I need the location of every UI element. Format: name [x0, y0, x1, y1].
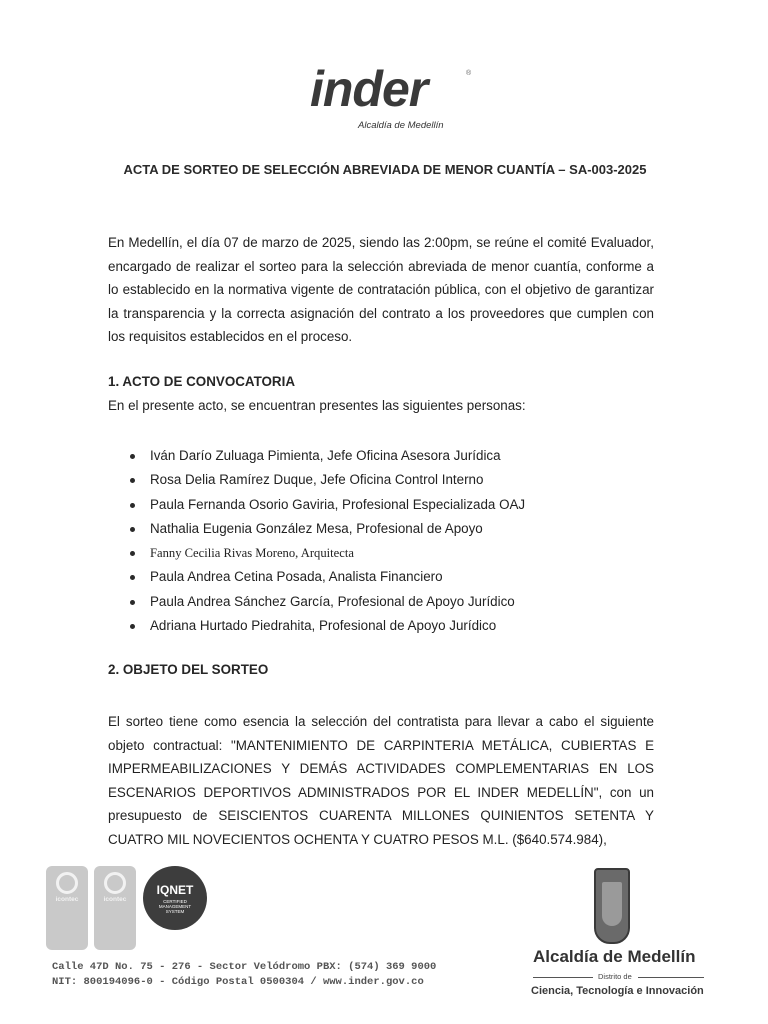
attendee-name: Nathalia Eugenia González Mesa, Profesional de Apoyo: [150, 520, 483, 536]
inder-logo: [288, 61, 478, 140]
section-1-intro: En el presente acto, se encuentran presentes las siguientes personas:: [108, 398, 526, 413]
certification-ring-icon: [104, 872, 126, 894]
attendee-name: Paula Andrea Sánchez García, Profesional de Apoyo Jurídico: [150, 593, 515, 609]
list-item: [128, 493, 525, 517]
iqnet-text: CERTIFIED MANAGEMENT SYSTEM: [158, 898, 192, 914]
attendee-name: Paula Andrea Cetina Posada, Analista Financiero: [150, 569, 443, 585]
attendees-list: [128, 444, 525, 638]
document-title: ACTA DE SORTEO DE SELECCIÓN ABREVIADA DE MENOR CUANTÍA – SA-003-2025: [123, 162, 647, 177]
bullet-icon: [130, 503, 135, 508]
alcaldia-sector: Ciencia, Tecnología e Innovación: [531, 985, 704, 997]
icontec-seal-2: [94, 866, 136, 950]
list-item: [128, 565, 525, 589]
list-item: [128, 590, 525, 614]
shield-inner: [602, 882, 622, 926]
logo-subtitle: Alcaldía de Medellín: [358, 120, 444, 131]
section-2-body: El sorteo tiene como esencia la selección del contratista para llevar a cabo el siguiente objeto contractual: "MANTENIMIENTO DE CARPINTERIA METÁLICA, CUBIERTAS E IMPERMEABILIZACIONES Y DEMÁS ACTIVIDADES COMPLEMENTARIAS EN LOS ESCENARIOS DEPORTIVOS ADMINISTRADOS POR EL INDER MEDELLÍN", con un presupuesto de SEISCIENTOS CUARENTA MILLONES QUINIENTOS SETENTA Y CUATRO MIL NOVECIENTOS OCHENTA Y CUATRO PESOS M.L. ($640.574.984),: [108, 714, 654, 847]
divider: [638, 977, 704, 978]
icontec-seal-1: [46, 866, 88, 950]
attendee-name: Iván Darío Zuluaga Pimienta, Jefe Oficina Asesora Jurídica: [150, 448, 501, 463]
bullet-icon: [130, 527, 135, 532]
seal-label: icontec: [55, 896, 79, 903]
bullet-icon: [130, 478, 135, 483]
address-line: Calle 47D No. 75 - 276 - Sector Velódromo PBX: (574) 369 9000: [52, 961, 437, 973]
list-item: [128, 468, 525, 492]
list-item: [128, 517, 525, 541]
iqnet-seal: [143, 866, 207, 930]
attendee-name: Fanny Cecilia Rivas Moreno, Arquitecta: [150, 546, 354, 561]
divider: [533, 977, 593, 978]
iqnet-title: IQNET: [156, 882, 194, 897]
bullet-icon: [130, 454, 135, 459]
bullet-icon: [130, 575, 135, 580]
medellin-coat-of-arms-icon: [594, 868, 630, 944]
list-item: [128, 444, 525, 468]
bullet-icon: [130, 624, 135, 629]
intro-paragraph: En Medellín, el día 07 de marzo de 2025, siendo las 2:00pm, se reúne el comité Evaluador, encargado de realizar el sorteo para la selección abreviada de menor cuantía, conforme a lo establecido en la normativa vigente de contratación pública, con el objetivo de garantizar la transparencia y la correcta asignación del contrato a los proveedores que cumplen con los requisitos establecidos en el proceso.: [108, 235, 654, 345]
nit-line: NIT: 800194096-0 - Código Postal 0500304 / www.inder.gov.co: [52, 976, 424, 988]
registered-mark: ®: [466, 70, 472, 77]
section-2-heading: 2. OBJETO DEL SORTEO: [108, 662, 269, 677]
section-1-heading: 1. ACTO DE CONVOCATORIA: [108, 374, 295, 389]
footer-address: [52, 960, 436, 990]
list-item: [128, 614, 525, 638]
attendee-name: Paula Fernanda Osorio Gaviria, Profesional Especializada OAJ: [150, 496, 526, 512]
bullet-icon: [130, 600, 135, 605]
certification-ring-icon: [56, 872, 78, 894]
alcaldia-name: Alcaldía de Medellín: [533, 947, 696, 966]
logo-wordmark: inder: [310, 61, 428, 117]
list-item: [128, 541, 525, 565]
alcaldia-district: Distrito de: [598, 972, 632, 981]
seal-label: icontec: [103, 896, 127, 903]
bullet-icon: [130, 551, 135, 556]
attendee-name: Adriana Hurtado Piedrahita, Profesional de Apoyo Jurídico: [150, 618, 497, 634]
attendee-name: Rosa Delia Ramírez Duque, Jefe Oficina Control Interno: [150, 472, 484, 488]
